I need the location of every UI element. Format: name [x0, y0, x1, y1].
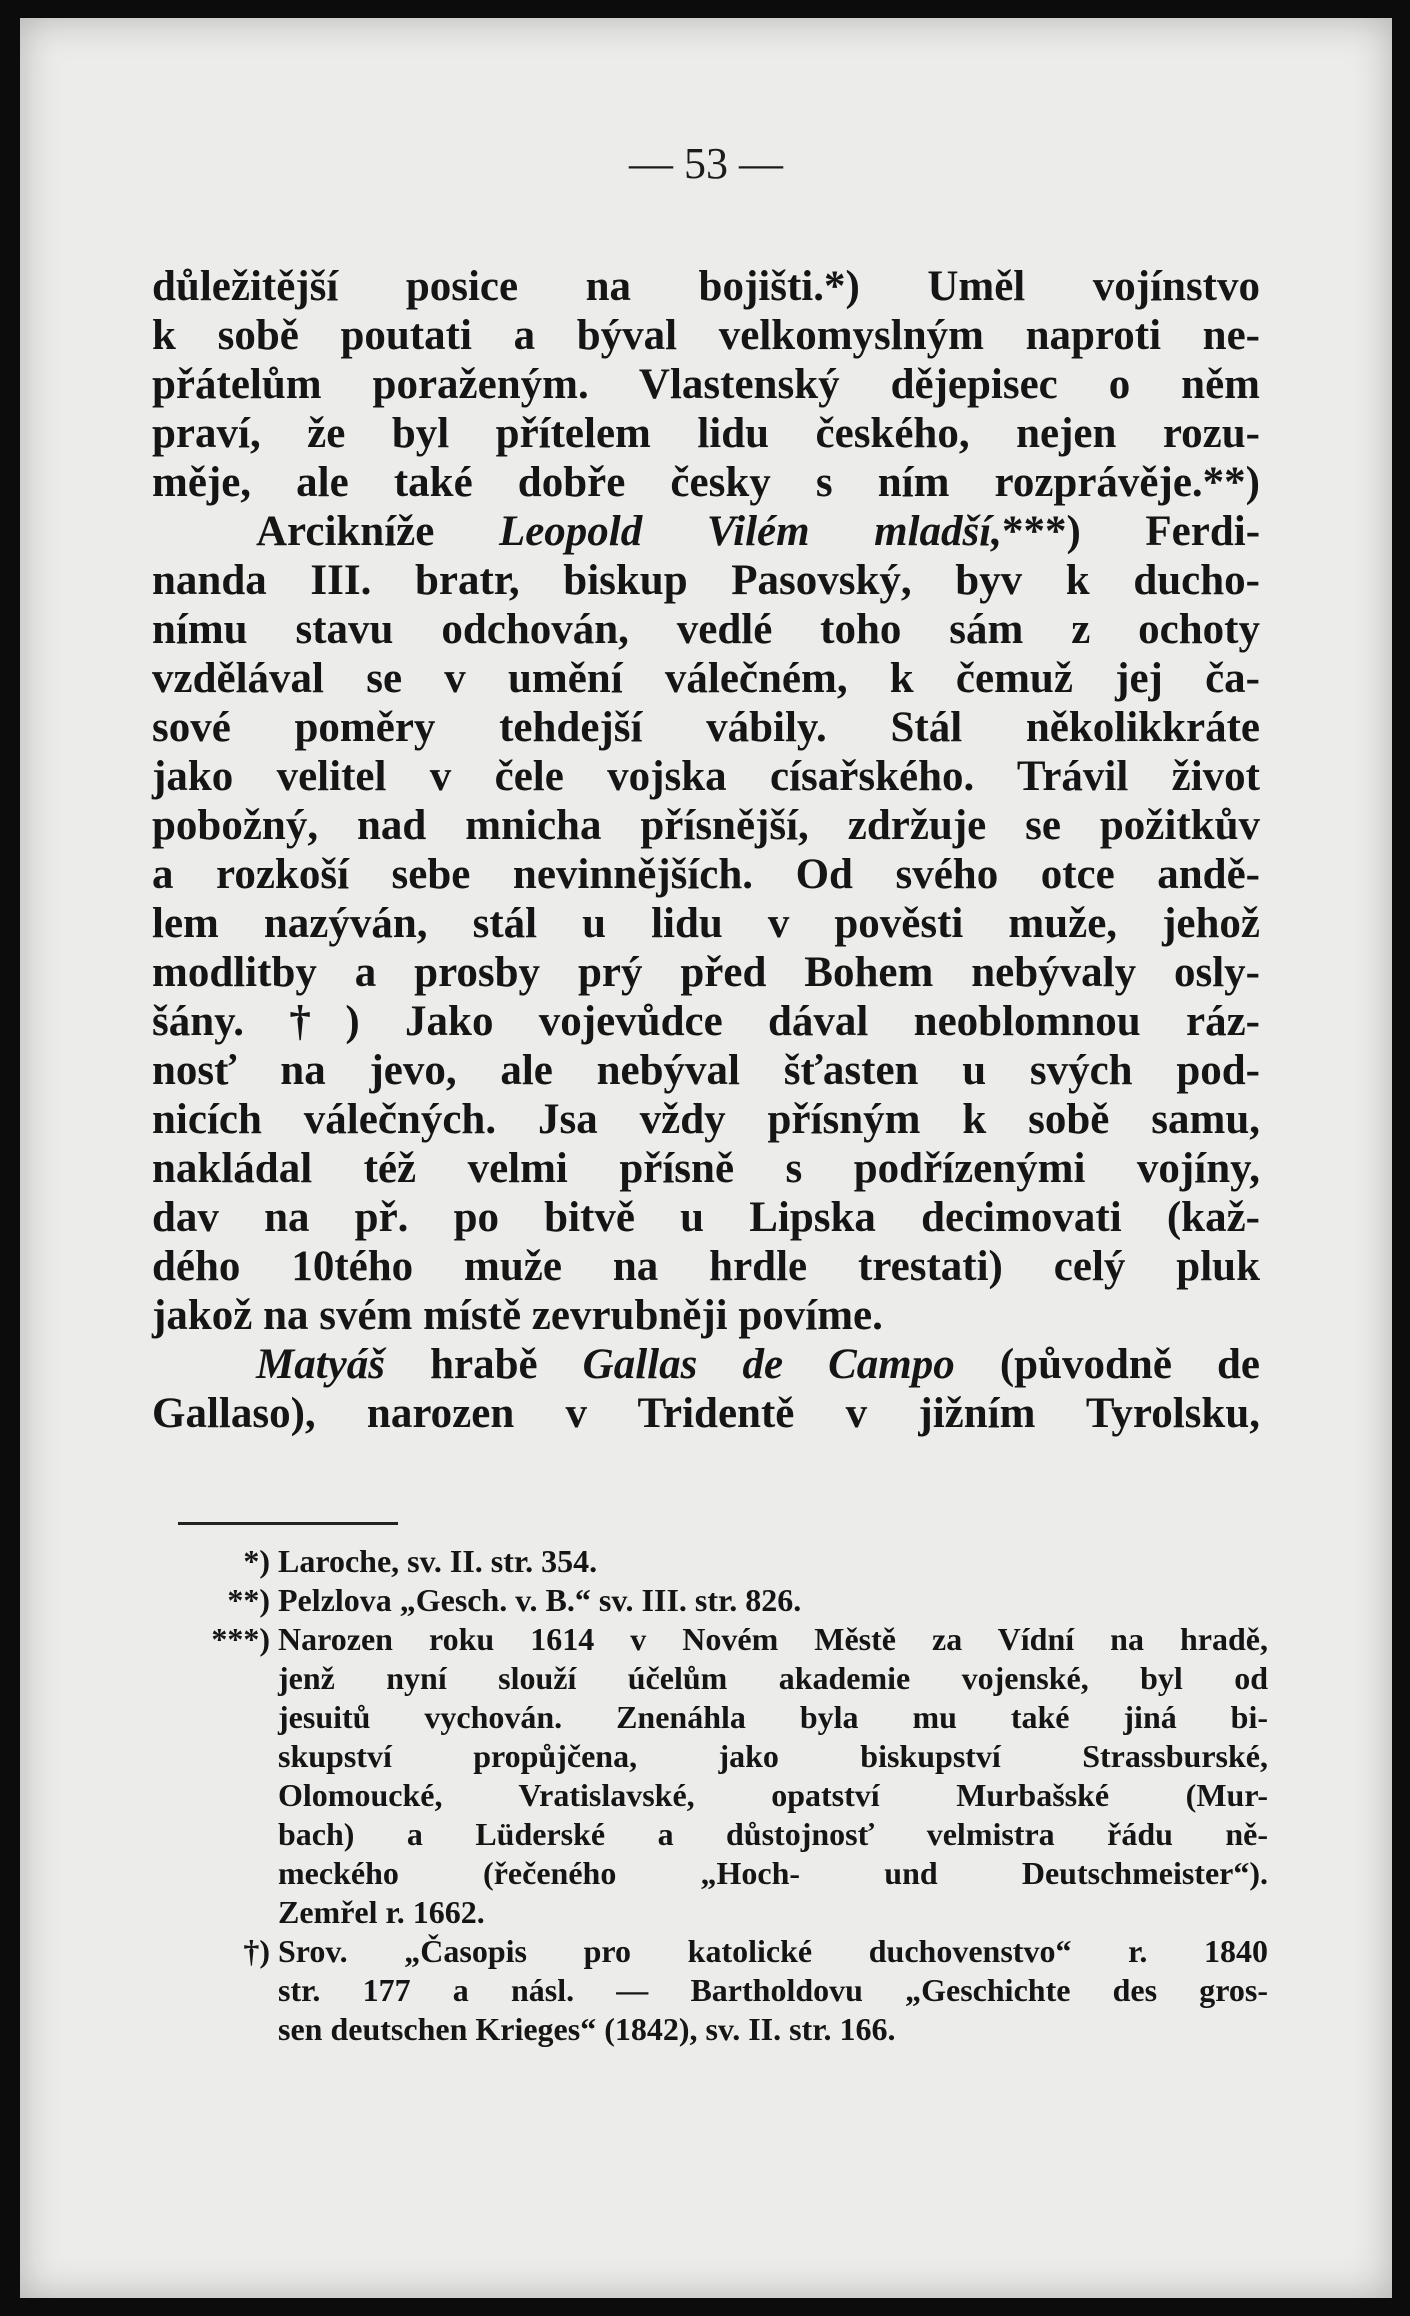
footnote-line: Laroche, sv. II. str. 354. — [278, 1543, 598, 1579]
person-name-gallas: Gallas de Campo — [582, 1341, 955, 1388]
text-line: dého 10tého muže na hrdle trestati) celý pluk — [152, 1243, 1260, 1290]
footnote-line: sen deutschen Krieges“ (1842), sv. II. str. 166. — [278, 2011, 896, 2047]
footnote-line: Srov. „Časopis pro katolické duchovenstvo“ r. 1840 — [278, 1933, 1268, 1969]
text-line: sové poměry tehdejší vábily. Stál několikkráte — [152, 704, 1260, 751]
footnote-line: str. 177 a násl. — Bartholdovu „Geschichte des gros- — [278, 1972, 1268, 2008]
footnote-line: jenž nyní slouží účelům akademie vojenské, byl od — [278, 1660, 1268, 1696]
text-line — [152, 507, 1260, 556]
text-line: důležitější posice na bojišti.*) Uměl vojínstvo — [152, 263, 1260, 310]
footnote-line: Olomoucké, Vratislavské, opatství Murbašské (Mur- — [278, 1777, 1268, 1813]
footnote-line: Zemřel r. 1662. — [278, 1894, 485, 1930]
text-line: nosť na jevo, ale nebýval šťasten u svých pod- — [152, 1047, 1260, 1094]
text-line — [152, 1340, 1260, 1389]
text-line: k sobě poutati a býval velkomyslným naproti ne- — [152, 312, 1260, 359]
text-line: měje, ale také dobře česky s ním rozprávěje.**) — [152, 459, 1260, 506]
footnote-line: meckého (řečeného „Hoch- und Deutschmeister“). — [278, 1855, 1268, 1891]
text-line: pobožný, nad mnicha přísnější, zdržuje se požitkův — [152, 802, 1260, 849]
text-segment: ***) Ferdi- — [1001, 508, 1261, 555]
footnote-line: skupství propůjčena, jako biskupství Strassburské, — [278, 1738, 1268, 1774]
footnote-mark: †) — [243, 1933, 270, 1969]
text-line: jakož na svém místě zevrubněji povíme. — [152, 1292, 883, 1339]
footnote-mark: ***) — [211, 1621, 270, 1657]
footnote — [178, 1542, 1268, 1581]
text-line: šány. †) Jako vojevůdce dával neoblomnou ráz- — [152, 998, 1260, 1045]
footnote — [178, 1620, 1268, 1932]
text-line: praví, že byl přítelem lidu českého, nejen rozu- — [152, 410, 1260, 457]
text-line: nanda III. bratr, biskup Pasovský, byv k ducho- — [152, 557, 1260, 604]
text-line: jako velitel v čele vojska císařského. Trávil život — [152, 753, 1260, 800]
text-line: lem nazýván, stál u lidu v pověsti muže, jehož — [152, 900, 1260, 947]
footnote — [178, 1581, 1268, 1620]
footnote-mark: **) — [227, 1582, 270, 1618]
footnote-line: bach) a Lüderské a důstojnosť velmistra řádu ně- — [278, 1816, 1268, 1852]
person-name-leopold: Leopold Vilém mladší, — [498, 508, 1002, 555]
footnote-mark: *) — [243, 1543, 270, 1579]
main-text — [152, 262, 1260, 1438]
footnote-line: Narozen roku 1614 v Novém Městě za Vídní na hradě, — [278, 1621, 1268, 1657]
text-segment: (původně de — [954, 1341, 1260, 1388]
text-line: a rozkoší sebe nevinnějších. Od svého otce andě- — [152, 851, 1260, 898]
text-line: nímu stavu odchován, vedlé toho sám z ochoty — [152, 606, 1260, 653]
book-page — [20, 18, 1392, 2298]
text-line: nakládal též velmi přísně s podřízenými vojíny, — [152, 1145, 1260, 1192]
text-line: nicích válečných. Jsa vždy přísným k sobě samu, — [152, 1096, 1260, 1143]
footnote — [178, 1932, 1268, 2049]
text-line: dav na př. po bitvě u Lipska decimovati (kaž- — [152, 1194, 1260, 1241]
footnote-line: jesuitů vychován. Znenáhla byla mu také jiná bi- — [278, 1699, 1268, 1735]
text-line: vzdělával se v umění válečném, k čemuž jej ča- — [152, 655, 1260, 702]
text-line: Gallaso), narozen v Tridentě v jižním Tyrolsku, — [152, 1390, 1260, 1437]
page-number: — 53 — — [629, 139, 783, 188]
text-line: přátelům poraženým. Vlastenský dějepisec o něm — [152, 361, 1260, 408]
footnote-line: Pelzlova „Gesch. v. B.“ sv. III. str. 826. — [278, 1582, 802, 1618]
text-segment: hrabě — [385, 1341, 583, 1388]
footnotes — [178, 1542, 1268, 2049]
person-name-matyas: Matyáš — [256, 1341, 385, 1388]
text-segment: Arcikníže — [256, 508, 499, 555]
footnote-divider — [178, 1522, 398, 1525]
text-line: modlitby a prosby prý před Bohem nebývaly osly- — [152, 949, 1260, 996]
